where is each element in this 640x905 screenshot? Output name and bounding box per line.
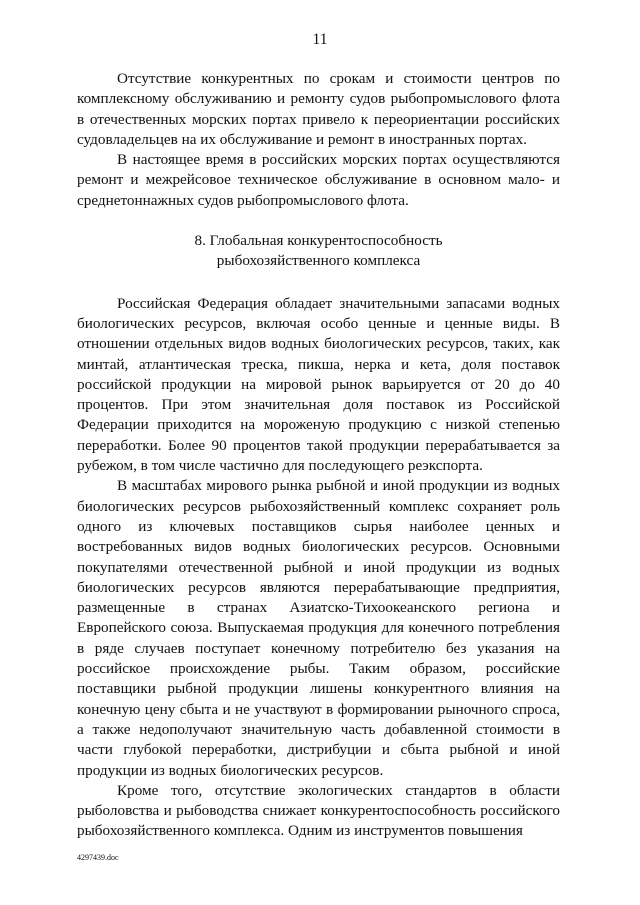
footer-file-name: 4297439.doc (77, 853, 119, 862)
section-heading-line-1: 8. Глобальная конкурентоспособность (194, 232, 443, 250)
paragraph-4: В масштабах мирового рынка рыбной и иной продукции из водных биологических ресурсов рыбохозяйственный комплекс сохраняет роль одного из ключевых поставщиков сырья наиболее ценных и востребованных видов водных биологических ресурсов. Основными покупателями отечественной рыбной и иной продукции из водных биологических ресурсов являются перерабатывающие предприятия, размещенные в странах Азиатско-Тихоокеанского региона и Европейского союза. Выпускаемая продукция для конечного потребления в ряде случаев поступает конечному потребителю без указания на российское происхождение рыбы. Таким образом, российские поставщики рыбной продукции лишены конкурентного влияния на конечную цену сбыта и не участвуют в формировании рыночного спроса, а также недополучают значительную часть добавленной стоимости в части глубокой переработки, дистрибуции и сбыта рыбной и иной продукции из водных биологических ресурсов. (77, 477, 560, 779)
page-number: 11 (312, 31, 328, 48)
paragraph-1: Отсутствие конкурентных по срокам и стоимости центров по комплексному обслуживанию и ремонту судов рыбопромыслового флота в отечественных морских портах привело к переориентации российских судовладельцев на их обслуживание и ремонт в иностранных портах. (77, 70, 560, 148)
section-heading-line-2: рыбохозяйственного комплекса (216, 252, 421, 270)
paragraph-3: Российская Федерация обладает значительными запасами водных биологических ресурсов, включая особо ценные и ценные виды. В отношении отдельных видов водных биологических ресурсов, таких, как минтай, атлантическая треска, пикша, нерка и кета, доля поставок российской продукции на мировой рынок варьируется от 20 до 40 процентов. При этом значительная доля поставок из Российской Федерации приходится на мороженую продукцию с низкой степенью переработки. Более 90 процентов такой продукции перерабатывается за рубежом, в том числе частично для последующего реэкспорта. (77, 294, 560, 475)
paragraph-5: Кроме того, отсутствие экологических стандартов в области рыболовства и рыбоводства снижает конкурентоспособность российского рыбохозяйственного комплекса. Одним из инструментов повышения (77, 781, 560, 840)
paragraph-2: В настоящее время в российских морских портах осуществляются ремонт и межрейсовое техническое обслуживание в основном мало- и среднетоннажных судов рыбопромыслового флота. (77, 151, 560, 209)
section-heading (77, 231, 560, 272)
document-body (77, 69, 560, 842)
